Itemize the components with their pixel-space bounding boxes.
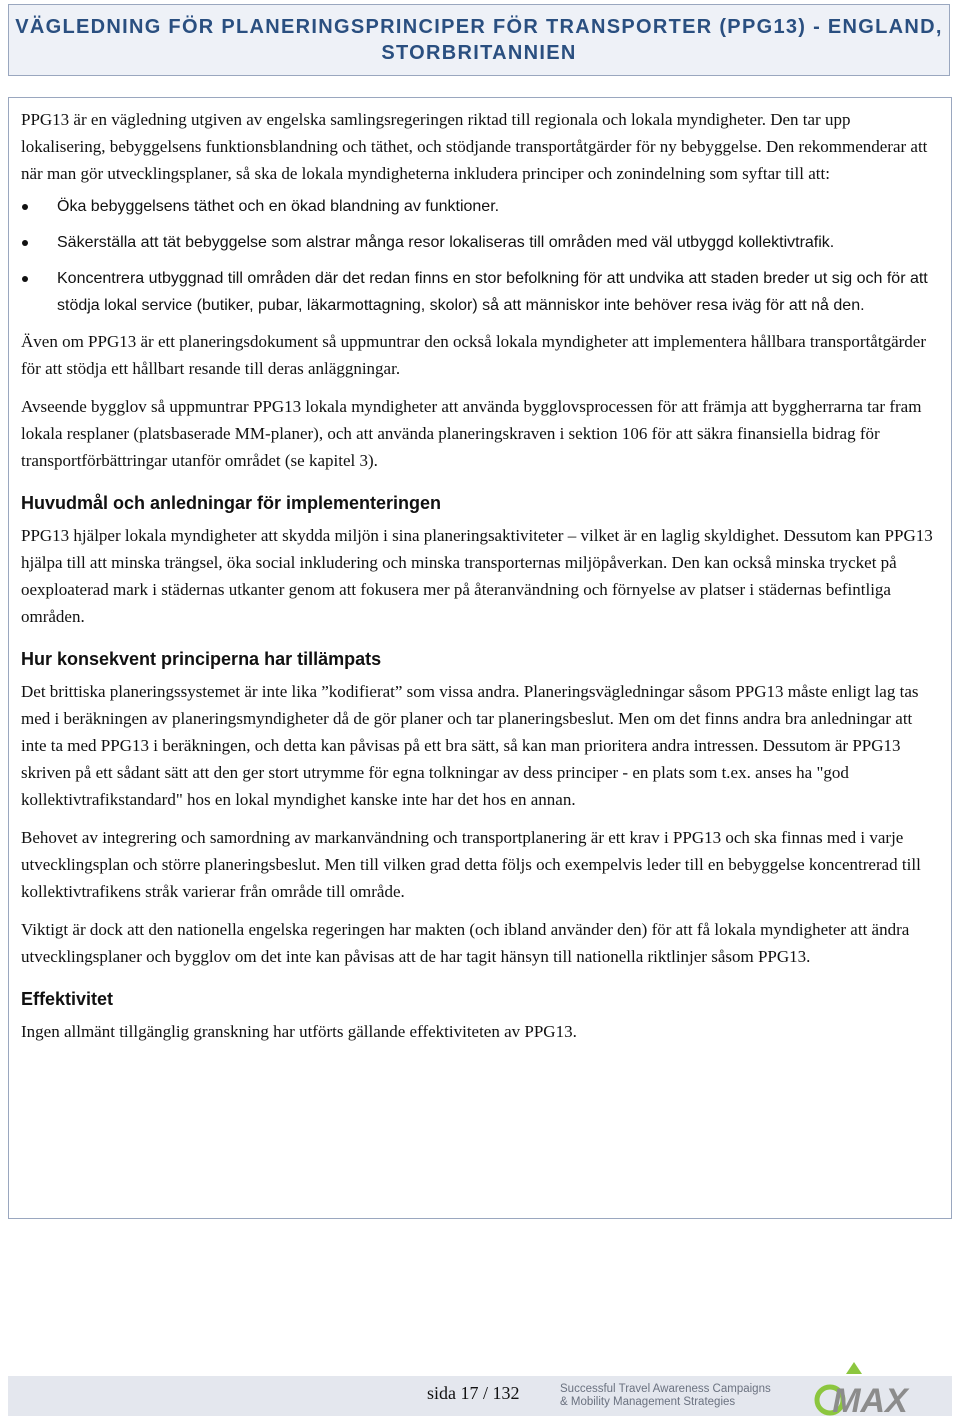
consistency-paragraph-3: Viktigt är dock att den nationella engelska regeringen har makten (och ibland använder den) för att få lokala myndigheter att ändra utvecklingsplaner och bygglov om det inte kan påvisas att de har tagit hänsyn till nationella riktlinjer såsom PPG13. (21, 920, 910, 966)
logo-arrow-icon (846, 1362, 862, 1374)
principles-list (21, 193, 939, 319)
tagline-line-2: & Mobility Management Strategies (560, 1396, 736, 1408)
effectiveness-paragraph: Ingen allmänt tillgänglig granskning har utförts gällande effektiviteten av PPG13. (21, 1022, 577, 1041)
list-item (21, 229, 939, 256)
intro-paragraph-1: PPG13 är en vägledning utgiven av engelska samlingsregeringen riktad till regionala och lokala myndigheter. Den tar upp lokalisering, bebyggelsens funktionsblandning och täthet, och stödjande transportåtgärder för ny bebyggelse. Den rekommenderar att när man gör utvecklingsplaner, så ska de lokala myndigheterna inkludera principer och zonindelning som syftar till att: (21, 110, 928, 183)
bullet-icon (22, 276, 28, 282)
footer-tagline (560, 1383, 800, 1409)
list-item-text: Säkerställa att tät bebyggelse som alstrar många resor lokaliseras till områden med väl utbyggd kollektivtrafik. (57, 234, 835, 251)
page-number: sida 17 / 132 (427, 1383, 520, 1403)
tagline-line-1: Successful Travel Awareness Campaigns (560, 1383, 771, 1395)
bullet-icon (22, 204, 28, 210)
list-item-text: Koncentrera utbyggnad till områden där det redan finns en stor befolkning för att undvika att staden breder ut sig och för att stödja lokal service (butiker, pubar, läkarmottagning, skolor) så att människor inte behöver resa iväg för att nå den. (57, 270, 928, 314)
section-heading-consistency: Hur konsekvent principerna har tillämpats (21, 649, 382, 669)
consistency-paragraph-2: Behovet av integrering och samordning av markanvändning och transportplanering är ett krav i PPG13 och ska finnas med i varje utvecklingsplan och större planeringsbeslut. Men till vilken grad detta följs och exempelvis leder till en bebyggelse koncentrerad till kollektivtrafikens stråk varierar från område till område. (21, 828, 921, 901)
list-item (21, 265, 939, 319)
consistency-paragraph-1: Det brittiska planeringssystemet är inte lika ”kodifierat” som vissa andra. Planeringsvägledningar såsom PPG13 måste enligt lag tas med i beräkningen av planeringsmyndigheter då de gör planer och tar planeringsbeslut. Men om det finns andra bra anledningar att inte ta med PPG13 i beräkningen, och detta kan påvisas på ett bra sätt, så kan man prioritera andra intressen. Dessutom är PPG13 skriven på ett sådant sätt att den ger stort utrymme för egna tolkningar av dess principer - en plats som t.ex. anses ha "god kollektivtrafikstandard" hos en lokal myndighet kanske inte har det hos en annan. (21, 682, 919, 809)
intro-paragraph-3: Avseende bygglov så uppmuntrar PPG13 lokala myndigheter att använda bygglovsprocessen för att främja att byggherrarna tar fram lokala resplaner (platsbaserade MM-planer), och att använda planeringskraven i sektion 106 för att säkra finansiella bidrag för transportförbättringar utanför området (se kapitel 3). (21, 397, 922, 470)
list-item-text: Öka bebyggelsens täthet och en ökad blandning av funktioner. (57, 198, 500, 215)
goals-paragraph: PPG13 hjälper lokala myndigheter att skydda miljön i sina planeringsaktiviteter – vilket är en laglig skyldighet. Dessutom kan PPG13 hjälpa till att minska trängsel, öka social inkludering och minska transporternas miljöpåverkan. Den kan också minska trycket på oexploaterad mark i städernas utkanter genom att fokusera mer på återanvändning och förnyelse av platser i städernas befintliga områden. (21, 526, 933, 626)
document-title-box (8, 4, 950, 76)
bullet-icon (22, 240, 28, 246)
list-item (21, 193, 939, 220)
section-heading-effectiveness: Effektivitet (21, 989, 114, 1009)
max-logo (800, 1356, 940, 1416)
content-box (8, 97, 952, 1219)
logo-text: MAX (832, 1382, 908, 1416)
section-heading-goals: Huvudmål och anledningar för implementeringen (21, 493, 442, 513)
document-title: VÄGLEDNING FÖR PLANERINGSPRINCIPER FÖR TRANSPORTER (PPG13) - ENGLAND, STORBRITANNIEN (15, 16, 943, 64)
intro-paragraph-2: Även om PPG13 är ett planeringsdokument så uppmuntrar den också lokala myndigheter att implementera hållbara transportåtgärder för att stödja ett hållbart resande till deras anläggningar. (21, 332, 926, 378)
